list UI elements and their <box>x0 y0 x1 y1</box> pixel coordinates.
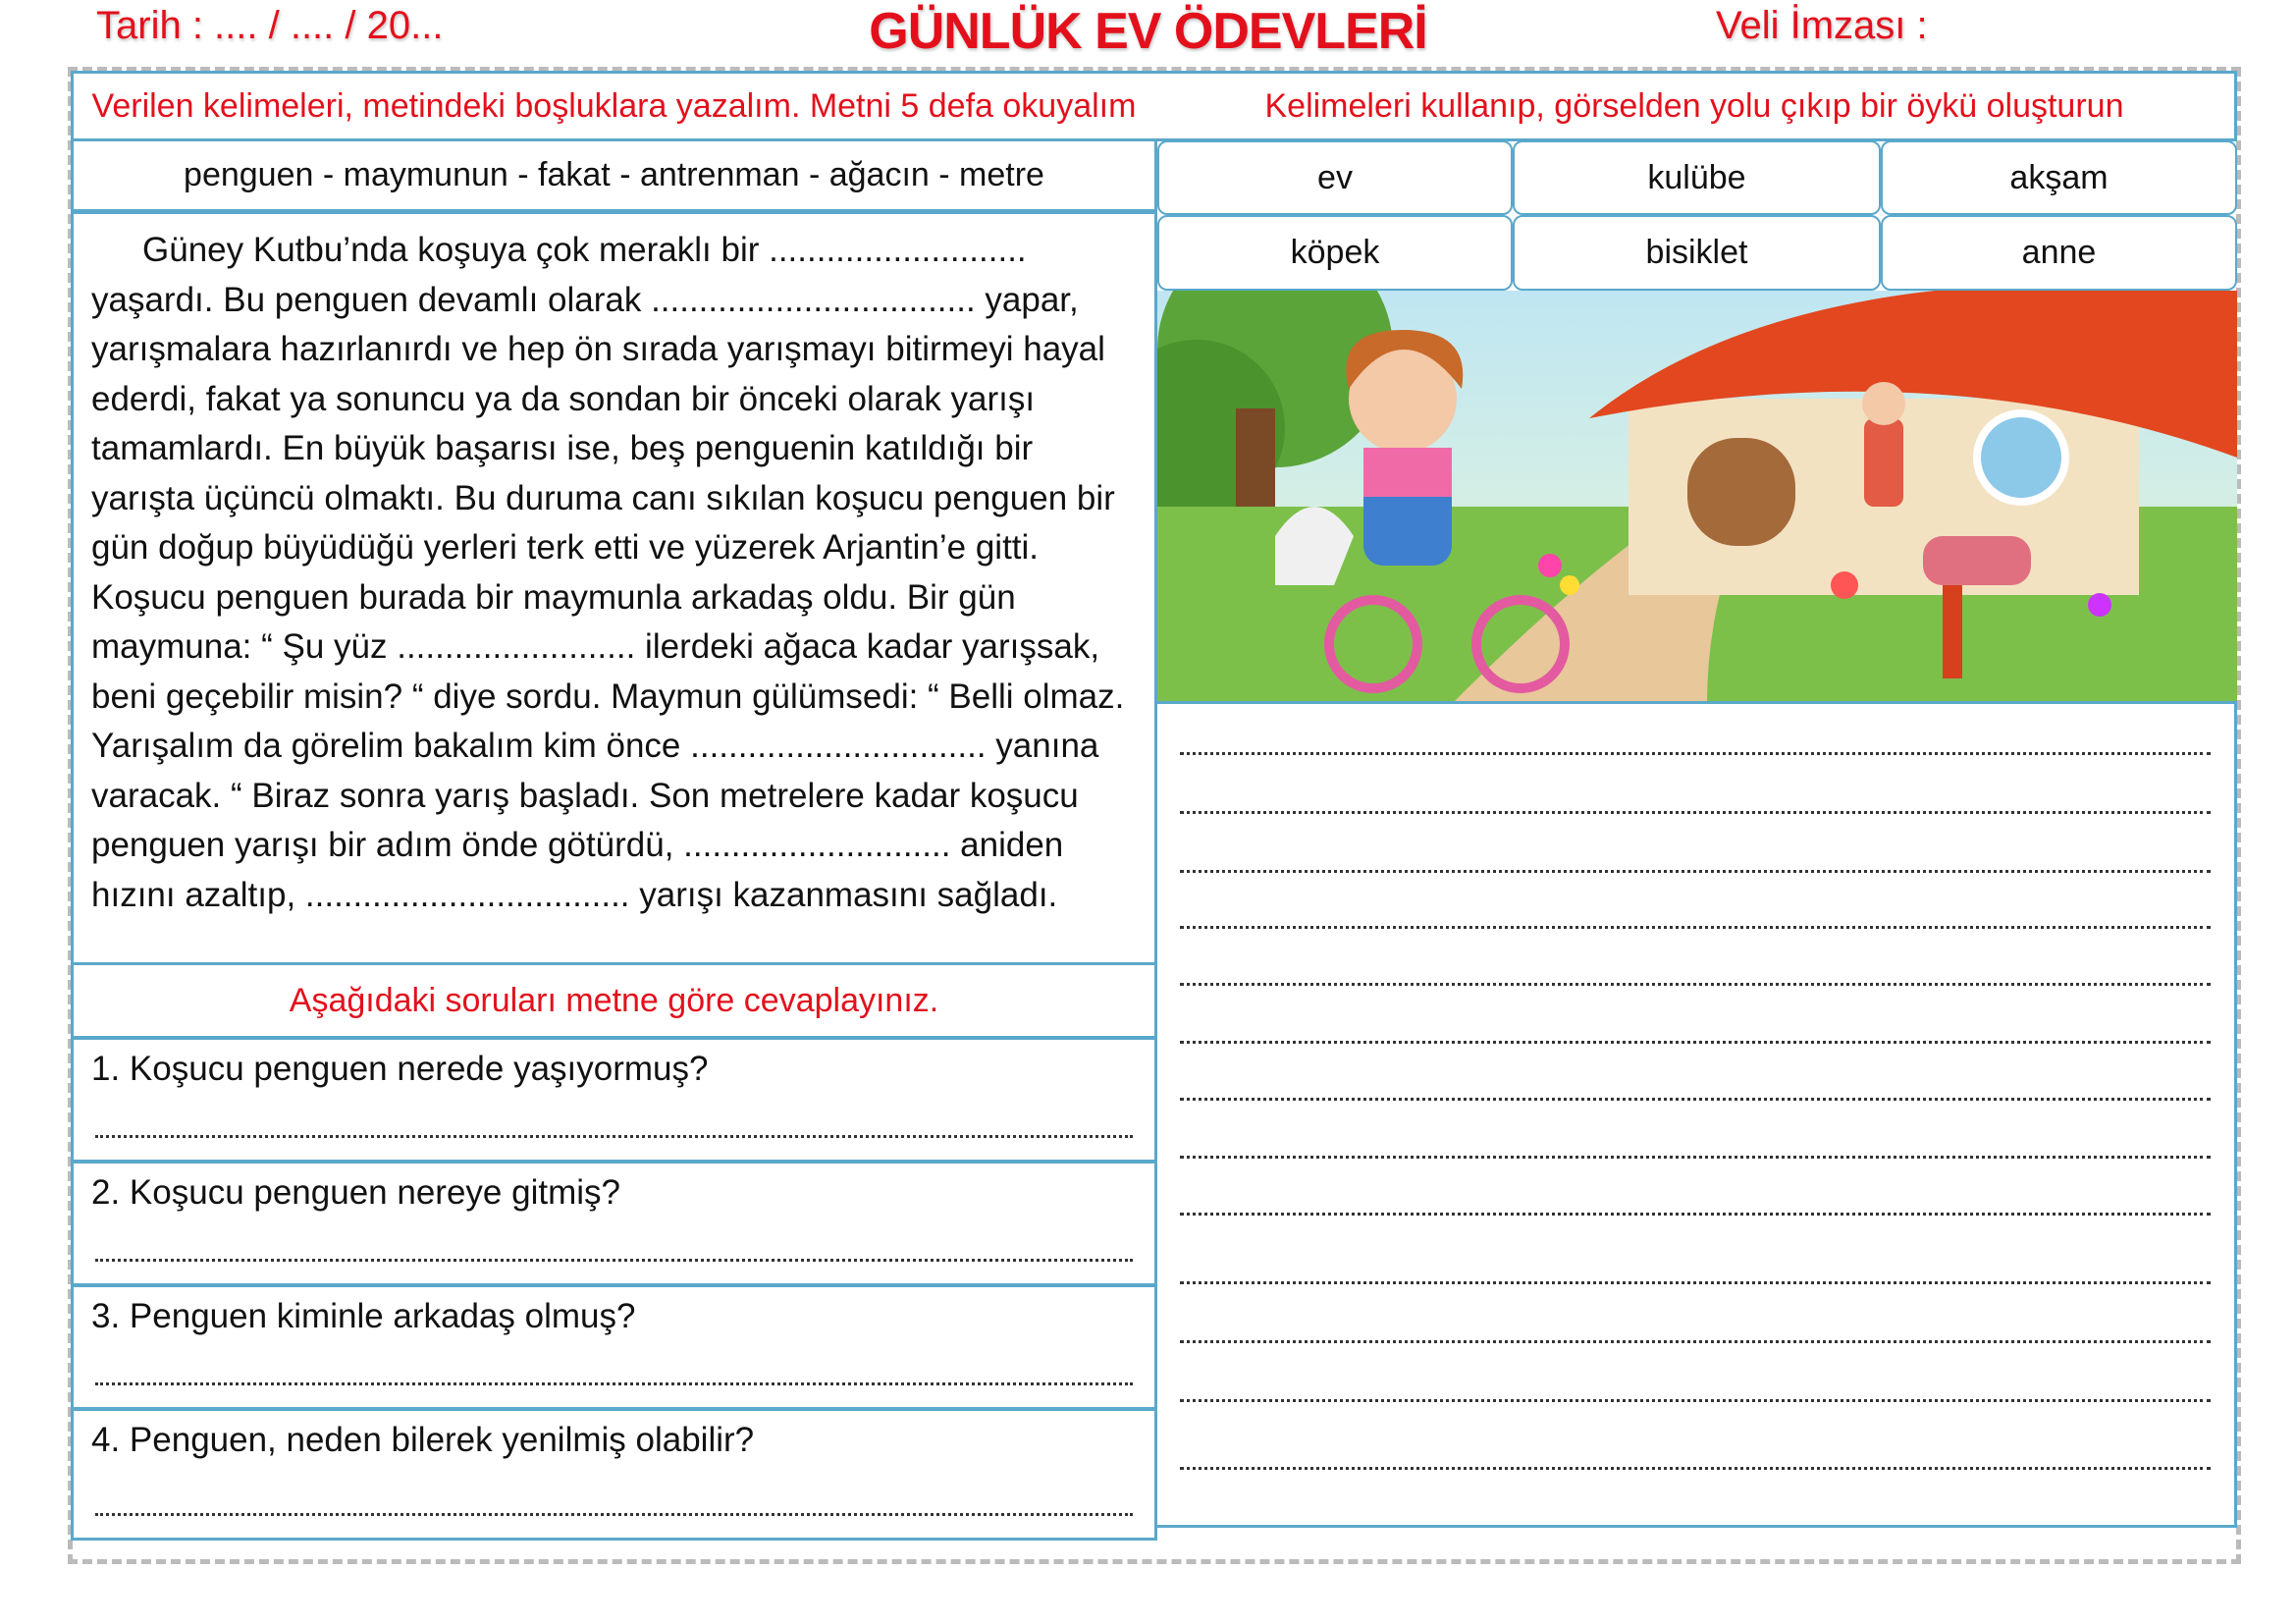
writing-line[interactable] <box>1180 1041 2211 1044</box>
answer-line[interactable] <box>95 1135 1133 1138</box>
writing-line[interactable] <box>1180 1340 2211 1343</box>
right-instruction: Kelimeleri kullanıp, görselden yolu çıkıp bir öykü oluşturun <box>1154 71 2237 141</box>
answer-line[interactable] <box>95 1259 1133 1262</box>
word-box: kulübe <box>1513 140 1881 215</box>
writing-line[interactable] <box>1180 811 2211 814</box>
story-writing-area[interactable] <box>1154 701 2237 1528</box>
word-box: köpek <box>1157 215 1513 291</box>
writing-line[interactable] <box>1180 1281 2211 1284</box>
word-box: ev <box>1157 140 1513 215</box>
question-text: 3. Penguen kiminle arkadaş olmuş? <box>91 1297 636 1335</box>
parent-signature-label: Veli İmzası : <box>1716 4 1928 47</box>
date-field: Tarih : .... / .... / 20... <box>96 4 444 47</box>
writing-line[interactable] <box>1180 1156 2211 1159</box>
writing-line[interactable] <box>1180 1098 2211 1101</box>
question-1[interactable] <box>71 1036 1157 1163</box>
writing-line[interactable] <box>1180 983 2211 986</box>
writing-line[interactable] <box>1180 1213 2211 1216</box>
question-2[interactable] <box>71 1160 1157 1286</box>
story-paragraph: Güney Kutbu’nda koşuya çok meraklı bir ........................... yaşardı. Bu penguen devamlı olarak .................................. yapar, yarışmalara hazırlanırdı ve hep ön sırada yarışmayı bitirmeyi hayal ederdi, fakat ya sonuncu ya da sondan bir önceki olarak yarışı tamamlardı. En büyük başarısı ise, beş penguenin katıldığı bir yarışta üçüncü olmaktı. Bu duruma canı sıkılan koşucu penguen bir gün doğup büyüdüğü yerleri terk etti ve yüzerek Arjantin’e gitti. Koşucu penguen burada bir maymunla arkadaş oldu. Bir gün maymuna: “ Şu yüz ......................... ilerdeki ağaca kadar yarışsak, beni geçebilir misin? “ diye sordu. Maymun gülümsedi: “ Belli olmaz. Yarışalım da görelim bakalım kim önce ............................... yanına varacak. “ Biraz sonra yarış başladı. Son metrelere kadar koşucu penguen yarışı bir adım önde götürdü, ............................ aniden hızını azaltıp, .................................. yarışı kazanmasını sağladı. <box>91 231 1125 914</box>
question-text: 4. Penguen, neden bilerek yenilmiş olabilir? <box>91 1421 755 1459</box>
writing-line[interactable] <box>1180 926 2211 929</box>
word-bank: penguen - maymunun - fakat - antrenman - ağacın - metre <box>71 138 1157 214</box>
question-text: 2. Koşucu penguen nereye gitmiş? <box>91 1173 620 1212</box>
story-illustration <box>1157 291 2237 704</box>
answer-line[interactable] <box>95 1513 1133 1516</box>
writing-line[interactable] <box>1180 752 2211 755</box>
answer-line[interactable] <box>95 1382 1133 1385</box>
question-3[interactable] <box>71 1283 1157 1410</box>
writing-line[interactable] <box>1180 870 2211 873</box>
page-title: GÜNLÜK EV ÖDEVLERİ <box>869 3 1427 60</box>
question-4[interactable] <box>71 1407 1157 1541</box>
word-box: bisiklet <box>1513 215 1881 291</box>
word-box: akşam <box>1881 140 2237 215</box>
word-box: anne <box>1881 215 2237 291</box>
questions-title: Aşağıdaki soruları metne göre cevaplayınız. <box>71 962 1157 1039</box>
writing-line[interactable] <box>1180 1467 2211 1470</box>
writing-line[interactable] <box>1180 1399 2211 1402</box>
story-text <box>71 214 1157 965</box>
question-text: 1. Koşucu penguen nerede yaşıyormuş? <box>91 1050 709 1088</box>
left-instruction: Verilen kelimeleri, metindeki boşluklara yazalım. Metni 5 defa okuyalım <box>71 71 1157 141</box>
